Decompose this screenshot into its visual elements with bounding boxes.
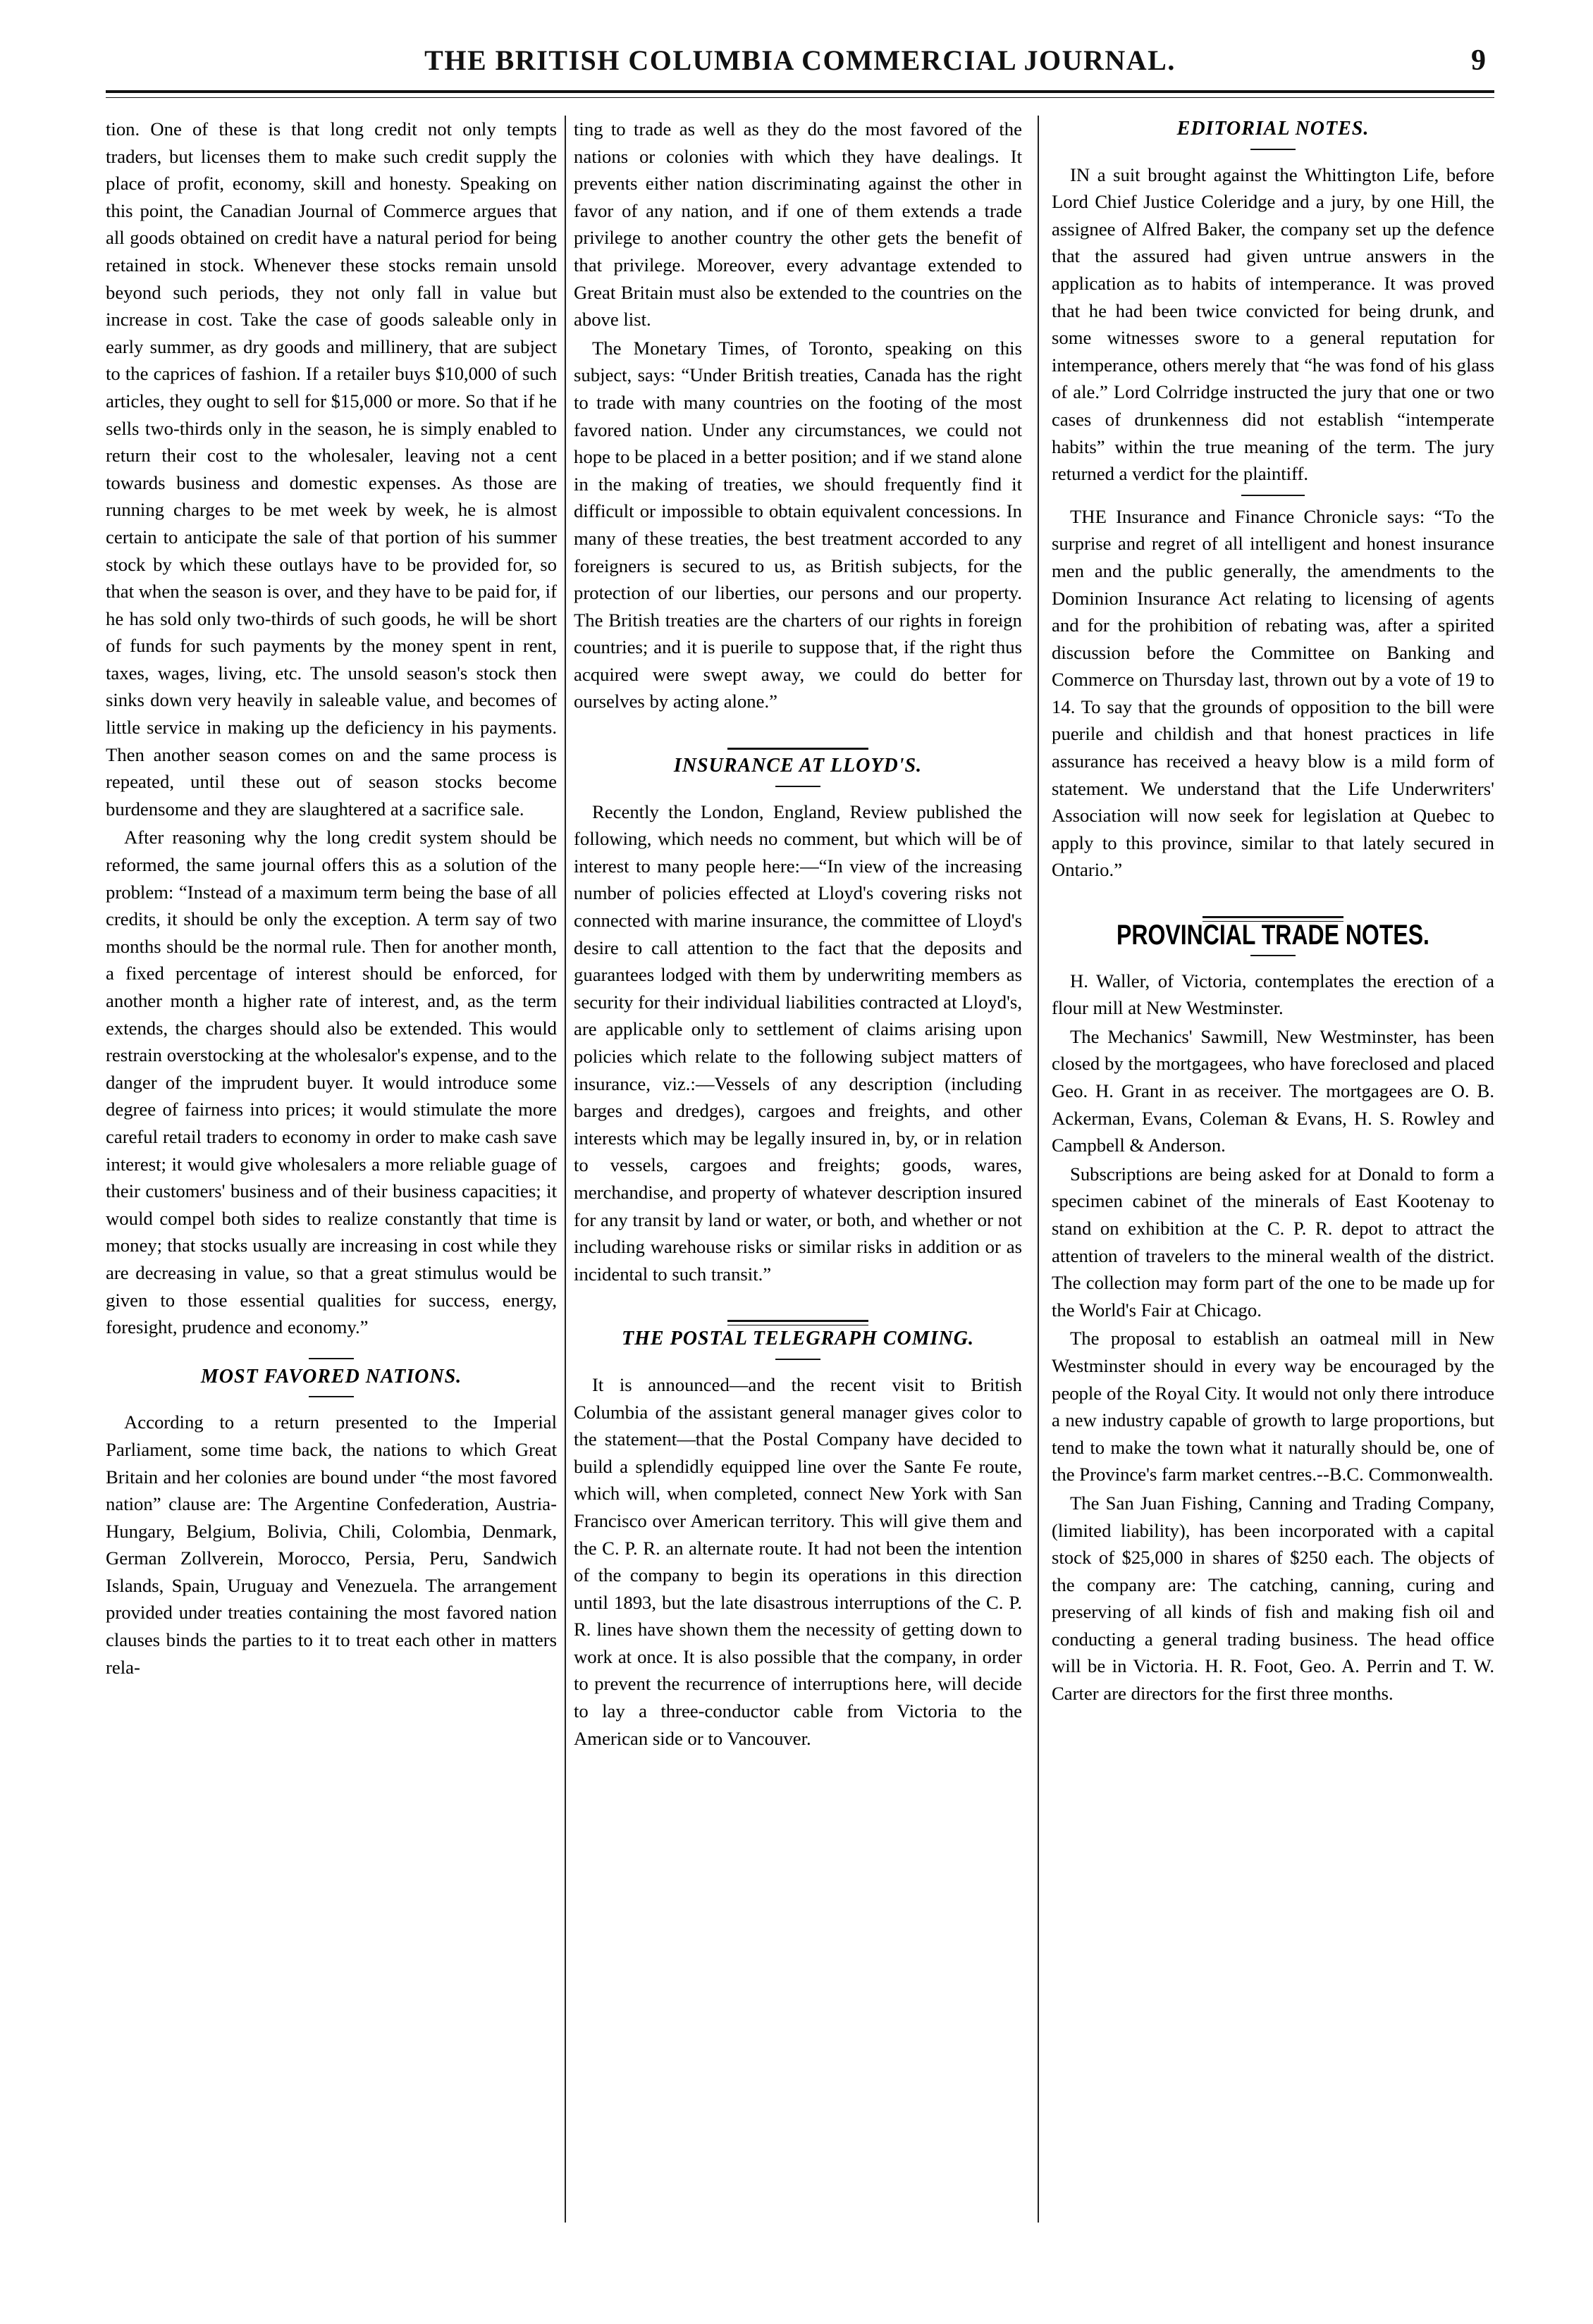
column-divider — [1038, 116, 1039, 2223]
paragraph: tion. One of these is that long credit not only tempts traders, but licenses them to make such credit supply the place of profit, economy, skill and honesty. Speaking on this point, the Canadian Journal of Commerce argues that all goods obtained on credit have a natural period for being retained in stock. Whenever these stocks remain unsold beyond such periods, they not only fall in value but increase in cost. Take the case of goods saleable only in early summer, as dry goods and millinery, that are subject to the caprices of fashion. If a retailer buys $10,000 of such articles, they ought to sell for $15,000 or more. So that if he sells two-thirds only in the season, he is simply enabled to return their cost to the wholesaler, leaving not a cent towards business and domestic expenses. As those are running charges to be met week by week, he is almost certain to anticipate the sale of that portion of his summer stock by which these outlays have to be provided for, so that when the season is over, and they have to be paid for, if he has sold only two-thirds of such goods, he will be short of funds for such payments by the money spent in rent, taxes, wages, living, etc. The unsold season's stock then sinks down very heavily in saleable value, and becomes of little service in making up the deficiency in his payments. Then another season comes on and the same process is repeated, until these out of season stocks become burdensome and they are slaughtered at a sacrifice sale. — [106, 118, 557, 820]
paragraph: Subscriptions are being asked for at Donald to form a specimen cabinet of the minerals of East Kootenay to stand on exhibition at the C. P. R. depot to attract the attention of travelers to the mineral wealth of the district. The collection may form part of the one to be made up for the World's Fair at Chicago. — [1052, 1163, 1494, 1321]
separator-rule — [1250, 149, 1296, 150]
separator-rule — [1241, 495, 1305, 496]
column-1 — [106, 116, 557, 2237]
separator-rule — [727, 748, 868, 750]
section-heading — [574, 1287, 1022, 1371]
paragraph: According to a return presented to the Imperial Parliament, some time back, the nations to which Great Britain and her colonies are bound under “the most favored nation” clause are: The Argentine Confederation, Austria-Hungary, Belgium, Bolivia, Chili, Colombia, Denmark, German Zollverein, Morocco, Persia, Peru, Sandwich Islands, Spain, Uruguay and Venezuela. The arrangement provided under treaties containing the most favored nation clauses binds the parties to it to treat each other in matters rela- — [106, 1411, 557, 1678]
section-title-editorial-notes: EDITORIAL NOTES. — [1176, 118, 1370, 140]
section-title-insurance-at-lloyds: INSURANCE AT LLOYD'S. — [673, 755, 923, 777]
paragraph: The Monetary Times, of Toronto, speaking on this subject, says: “Under British treaties, Canada has the right to trade with many countries on the footing of the most favored nation. Under any circumstances, we could not hope to be placed in a better position; and if we stand alone in the making of treaties, we should frequently find it difficult or impossible to obtain equivalent concessions. In many of these treaties, the best treatment accorded to any foreigners is secured to us, as British subjects, for the protection of our liberties, our persons and our property. The British treaties are the charters of our rights in foreign countries; and it is puerile to suppose that, if the right thus acquired were swept away, we could do better for ourselves by acting alone.” — [574, 337, 1022, 712]
header-rule-thin — [106, 97, 1494, 98]
separator-rule — [775, 1359, 820, 1360]
column-3 — [1052, 116, 1494, 2237]
section-title-postal-telegraph: THE POSTAL TELEGRAPH COMING. — [622, 1328, 974, 1350]
running-title: THE BRITISH COLUMBIA COMMERCIAL JOURNAL. — [424, 44, 1176, 76]
page-number: 9 — [1471, 44, 1486, 77]
section-title-provincial-trade-notes: PROVINCIAL TRADE NOTES. — [1117, 920, 1429, 951]
section-title-most-favored-nations: MOST FAVORED NATIONS. — [200, 1365, 462, 1387]
page-header — [106, 31, 1494, 99]
paragraph: The Mechanics' Sawmill, New Westminster, has been closed by the mortgagees, who have foreclosed and placed Geo. H. Grant in as receiver. The mortgagees are O. B. Ackerman, Evans, Coleman & Evans, H. S. Rowley and Campbell & Anderson. — [1052, 1025, 1494, 1156]
section-heading — [106, 1341, 557, 1409]
paragraph: The San Juan Fishing, Canning and Trading Company, (limited liability), has been incorporated with a capital stock of $25,000 in shares of $250 each. The objects of the company are: The catching, canning, curing and preserving of all kinds of fish and making fish oil and conducting a general trading business. The head office will be in Victoria. H. R. Foot, Geo. A. Perrin and T. W. Carter are directors for the first three months. — [1052, 1492, 1494, 1705]
paragraph: ting to trade as well as they do the most favored of the nations or colonies with which they have dealings. It prevents either nation discriminating against the other in favor of any nation, and if one of them extends a trade privilege to another country the other gets the benefit of that privilege. Moreover, every advantage extended to Great Britain must also be extended to the countries on the above list. — [574, 118, 1022, 330]
paragraph: THE Insurance and Finance Chronicle says: “To the surprise and regret of all intelligent and honest insurance men and the public generally, the amendments to the Dominion Insurance Act relating to licensing of agents and for the prohibition of rebating was, after a spirited discussion before the Committee on Banking and Commerce on Thursday last, thrown out by a vote of 19 to 14. To say that the grounds of opposition to the bill were puerile and childish and that honest practices in life assurance has received a heavy blow is a mild form of statement. We understand that the Life Underwriters' Association will now seek for legislation at Quebec to apply to this province, similar to that lately secured in Ontario.” — [1052, 505, 1494, 881]
separator-rule — [1203, 916, 1343, 918]
section-heading — [574, 715, 1022, 798]
paragraph: The proposal to establish an oatmeal mill in New Westminster should in every way be encouraged by the people of the Royal City. It would not only there introduce a new industry capable of growth to large proportions, but tend to make the town what it naturally should be, one of the Province's farm market centres.--B.C. Commonwealth. — [1052, 1328, 1494, 1485]
separator-rule — [309, 1396, 354, 1397]
paragraph: H. Waller, of Victoria, contemplates the erection of a flour mill at New Westminster. — [1052, 970, 1494, 1019]
paragraph: After reasoning why the long credit system should be reformed, the same journal offers this as a solution of the problem: “Instead of a maximum term being the base of all credits, it should be only the exception. A term say of two months should be the normal rule. Then for another month, a fixed percentage of interest should be enforced, for another month a higher rate of interest, and, as the term extends, the charges should also be extended. This would restrain overstocking at the wholesalor's expense, and to the danger of the imprudent buyer. It would introduce some degree of fairness into prices; it would stimulate the more careful retail traders to economy in order to make cash save interest; it would give wholesalers a more reliable guage of their customers' business and of their business capacities; it would compel both sides to realize constantly that time is money; that stocks usually are increasing in cost while they are decreasing in value, so that a great stimulus would be given to those essential qualities for success, energy, foresight, prudence and economy.” — [106, 827, 557, 1338]
separator-rule — [727, 1320, 868, 1322]
paragraph: IN a suit brought against the Whittington Life, before Lord Chief Justice Coleridge and a jury, by one Hill, the assignee of Alfred Baker, the company set up the defence that the assured had given untrue answers in the application as to habits of intemperance. It was proved that he had been twice convicted for being drunk, and some witnesses swore to a general reputation for intemperance, others merely that “he was fond of his glass of ale.” Lord Colrridge instructed the jury that one or two cases of drunkenness did not establish “intemperate habits” within the true meaning of the term. The jury returned a verdict for the plaintiff. — [1052, 163, 1494, 485]
article-columns — [106, 116, 1494, 2237]
header-rule-thick — [106, 90, 1494, 93]
column-divider — [565, 116, 566, 2223]
section-heading — [1052, 884, 1494, 968]
separator-rule — [309, 1358, 354, 1359]
separator-rule — [1250, 955, 1296, 956]
column-2 — [574, 116, 1022, 2237]
separator-rule — [775, 786, 820, 787]
paragraph: Recently the London, England, Review published the following, which needs no comment, but which will be of interest to many people here:—“In view of the increasing number of policies effected at Lloyd's covering risks not connected with marine insurance, the committee of Lloyd's desire to call attention to the fact that the deposits and guarantees lodged with them by underwriting members as security for their individual liabilities contracted at Lloyd's, are applicable only to settlement of claims arising upon policies which relate to the following subject matters of insurance, viz.:—Vessels of any description (including barges and dredges), cargoes and freights, and other interests which may be legally insured in, by, or in relation to vessels, cargoes and freights; goods, wares, merchandise, and property of whatever description insured for any transit by land or water, or both, and whether or not including warehouse risks or similar risks in addition or as incidental to such transit.” — [574, 801, 1022, 1285]
paragraph: It is announced—and the recent visit to British Columbia of the assistant general manager gives color to the statement—that the Postal Company have decided to build a splendidly equipped line over the Sante Fe route, which will, when completed, connect New York with San Francisco over American territory. This will give them and the C. P. R. an alternate route. It had not been the intention of the company to begin its operations in this direction until 1893, but the late disastrous interruptions of the C. P. R. lines have shown them the necessity of getting down to work at once. It is also possible that the company, in order to prevent the recurrence of interruptions here, will decide to lay a three-conductor cable from Victoria to the American side or to Vancouver. — [574, 1373, 1022, 1749]
section-heading — [1052, 116, 1494, 161]
